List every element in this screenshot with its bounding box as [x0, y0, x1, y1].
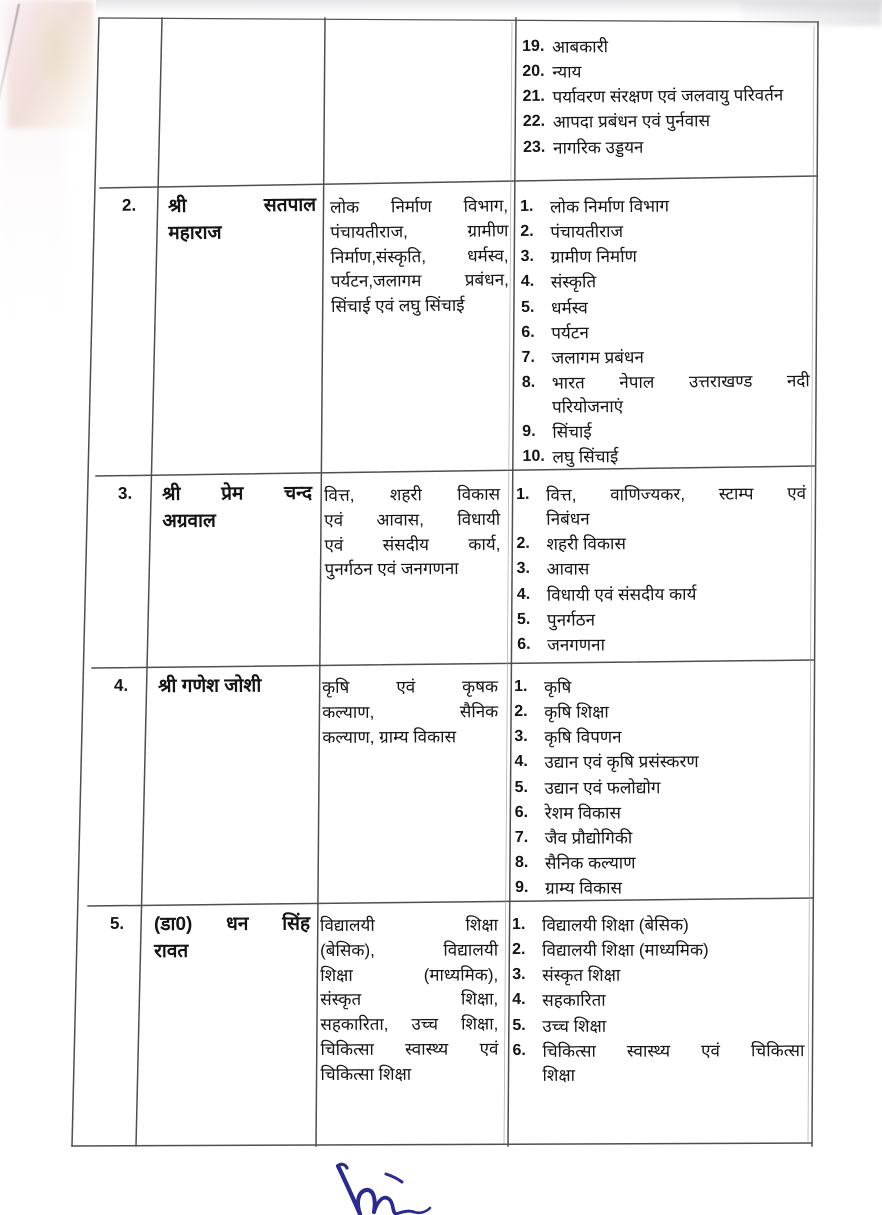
- minister-name-line: श्री सतपाल: [168, 194, 317, 217]
- list-item-text: आबकारी: [552, 37, 609, 57]
- scan-artifact-top-shadow: [96, 0, 882, 14]
- table-row-5-allotted-portfolios: [512, 913, 805, 1089]
- list-item-text: ग्रामीण निर्माण: [550, 247, 637, 267]
- serial-number: 2.: [121, 195, 137, 215]
- list-item-number: 1.: [516, 485, 530, 503]
- department-line: विद्यालयी शिक्षा: [320, 915, 499, 935]
- list-item-number: 5.: [520, 298, 535, 316]
- list-item-text: न्याय: [552, 62, 582, 82]
- list-item: [516, 531, 806, 557]
- department-line: चिकित्सा स्वास्थ्य एवं: [320, 1039, 499, 1060]
- list-item: [520, 243, 808, 270]
- department-line: पंचायतीराज, ग्रामीण: [330, 221, 509, 242]
- list-item: [512, 1039, 804, 1088]
- scan-artifact-smudge: [8, 0, 94, 128]
- scan-artifact-topright-shadow: [740, 0, 882, 26]
- department-line: कृषि एवं कृषक: [322, 677, 499, 697]
- list-item-text: जैव प्रौद्योगिकी: [544, 828, 633, 848]
- list-item-number: 7.: [521, 348, 535, 366]
- list-item: [512, 963, 804, 988]
- list-item: [522, 58, 814, 85]
- department-line: कल्याण, ग्राम्य विकास: [322, 726, 457, 747]
- list-item-text-line: भारत नेपाल उत्तराखण्ड नदी: [551, 371, 810, 393]
- minister-name-line: अग्रवाल: [162, 510, 216, 532]
- department-line: वित्त, शहरी विकास: [324, 484, 501, 505]
- list-item-text-line: चिकित्सा स्वास्थ्य एवं चिकित्सा: [542, 1040, 805, 1061]
- list-item-text-line: शिक्षा: [542, 1065, 576, 1085]
- continued-portfolio-list: [522, 33, 815, 161]
- table-row-5-minister-name: [154, 912, 310, 966]
- list-item: [522, 443, 810, 470]
- list-item-text: जनगणना: [547, 635, 605, 655]
- serial-number: 4.: [113, 675, 129, 695]
- table-row-3-allotted-portfolios: [516, 482, 807, 659]
- list-item: [512, 913, 804, 938]
- list-item-number: 2.: [516, 535, 530, 553]
- list-item: [522, 83, 814, 110]
- list-item-text: पंचायतीराज: [550, 222, 624, 242]
- list-item-number: 1.: [520, 197, 534, 215]
- minister-name-line: रावत: [154, 940, 189, 962]
- list-item: [521, 344, 809, 371]
- table-row-4-departments: [322, 675, 498, 750]
- department-line: कल्याण, सैनिक: [322, 701, 499, 722]
- list-item: [517, 581, 807, 607]
- list-item-number: 2.: [520, 222, 534, 241]
- list-item-text: विद्यालयी शिक्षा (माध्यमिक): [542, 940, 709, 961]
- department-line: लोक निर्माण विभाग,: [330, 196, 509, 217]
- department-line: पुनर्गठन एवं जनगणना: [324, 559, 459, 580]
- list-item-number: 3.: [520, 248, 535, 266]
- department-line: संस्कृत शिक्षा,: [320, 989, 499, 1010]
- table-row-2-departments: [330, 194, 509, 320]
- minister-name-line: श्री गणेश जोशी: [158, 675, 262, 697]
- list-item: [523, 134, 815, 161]
- department-line: सिंचाई एवं लघु सिंचाई: [330, 295, 465, 317]
- list-item-number: 1.: [514, 677, 528, 695]
- list-item-number: 6.: [512, 1041, 526, 1059]
- list-item: [515, 850, 805, 876]
- list-item-text: लघु सिंचाई: [552, 447, 619, 467]
- list-item: [516, 482, 806, 532]
- list-item-text: सहकारिता: [542, 991, 606, 1011]
- list-item-number: 3.: [514, 728, 528, 746]
- minister-name-line: (डा0) धन सिंह: [154, 913, 311, 935]
- list-item-text: पर्यावरण संरक्षण एवं जलवायु परिवर्तन: [552, 85, 784, 107]
- list-item-number: 20.: [522, 62, 545, 81]
- list-item-text-line: निबंधन: [546, 509, 590, 529]
- list-item-text: पुनर्गठन: [546, 610, 596, 630]
- list-item-number: 23.: [522, 138, 546, 156]
- list-item-text: कृषि शिक्षा: [544, 702, 609, 722]
- list-item-text: जलागम प्रबंधन: [551, 347, 644, 368]
- department-line: एवं संसदीय कार्य,: [324, 534, 501, 555]
- table-row-2-allotted-portfolios: [520, 193, 811, 471]
- table-row-3-departments: [324, 483, 501, 584]
- list-item: [520, 193, 808, 220]
- list-item-number: 3.: [516, 560, 531, 578]
- list-item-number: 4.: [516, 585, 531, 603]
- table-row-5-departments: [320, 913, 499, 1087]
- list-item-number: 6.: [521, 323, 535, 341]
- list-item-number: 10.: [522, 448, 545, 466]
- list-item: [515, 875, 805, 901]
- serial-number: 5.: [109, 913, 125, 933]
- list-item: [514, 674, 804, 700]
- list-item-number: 4.: [512, 991, 526, 1009]
- department-line: चिकित्सा शिक्षा: [320, 1064, 412, 1084]
- portfolio-list: [520, 193, 811, 470]
- list-item-text: शहरी विकास: [546, 534, 626, 555]
- table-row-3-minister-name: [162, 481, 312, 536]
- list-item-number: 4.: [514, 753, 528, 771]
- list-item-text: [542, 1039, 804, 1088]
- list-item-text: रेशम विकास: [544, 803, 621, 823]
- list-item: [523, 109, 815, 136]
- list-item: [514, 750, 804, 776]
- list-item-text: सैनिक कल्याण: [544, 853, 636, 873]
- list-item-text: विधायी एवं संसदीय कार्य: [546, 584, 697, 605]
- portfolio-list: [522, 33, 815, 160]
- table-row-4-allotted-portfolios: [514, 674, 805, 902]
- list-item-number: 2.: [514, 703, 528, 721]
- list-item-number: 22.: [522, 113, 546, 131]
- handwritten-signature: [330, 1152, 510, 1215]
- list-item-number: 6.: [517, 635, 531, 653]
- list-item-text: संस्कृत शिक्षा: [542, 965, 621, 986]
- list-item-number: 8.: [514, 853, 529, 871]
- list-item: [517, 556, 807, 582]
- list-item-number: 6.: [514, 803, 529, 821]
- list-item-text: धर्मस्व: [550, 297, 588, 318]
- department-line: पर्यटन,जलागम प्रबंधन,: [330, 270, 509, 292]
- list-item-text: [552, 369, 810, 420]
- portfolio-list: [516, 482, 807, 658]
- list-item-number: 9.: [522, 422, 536, 441]
- list-item: [515, 800, 805, 826]
- department-line: सहकारिता, उच्च शिक्षा,: [320, 1014, 499, 1035]
- list-item-text: उद्यान एवं फलोद्योग: [544, 777, 661, 798]
- list-item-number: 9.: [515, 878, 529, 896]
- list-item: [517, 632, 807, 658]
- list-item-text: पर्यटन: [551, 322, 589, 343]
- list-item: [517, 606, 807, 632]
- list-item: [514, 700, 804, 726]
- list-item-text: उच्च शिक्षा: [542, 1016, 607, 1036]
- list-item-text: ग्राम्य विकास: [545, 878, 623, 898]
- list-item: [512, 1014, 804, 1039]
- list-item-number: 2.: [512, 941, 526, 959]
- department-line: निर्माण,संस्कृति, धर्मस्व,: [330, 245, 509, 267]
- list-item: [514, 725, 804, 751]
- list-item: [512, 988, 804, 1013]
- list-item-text: [546, 482, 806, 532]
- minister-name-line: श्री प्रेम चन्द: [162, 482, 313, 505]
- list-item-number: 21.: [522, 88, 545, 106]
- list-item-number: 5.: [516, 610, 531, 628]
- list-item-text: नागरिक उड्डयन: [552, 137, 644, 158]
- list-item: [522, 33, 814, 60]
- list-item: [522, 418, 810, 445]
- list-item: [515, 775, 805, 801]
- list-item-text-line: वित्त, वाणिज्यकर, स्टाम्प एवं: [546, 483, 807, 505]
- list-item-text: संस्कृति: [550, 272, 597, 293]
- list-item: [522, 369, 810, 420]
- list-item-text-line: परियोजनाएं: [551, 397, 624, 417]
- list-item-number: 8.: [521, 373, 536, 391]
- table-row-4-minister-name: [158, 673, 310, 701]
- scan-artifact-page-edge: [0, 4, 20, 120]
- list-item-number: 3.: [512, 966, 526, 984]
- list-item: [520, 218, 808, 245]
- list-item: [521, 269, 809, 296]
- list-item: [521, 319, 809, 346]
- list-item: [521, 294, 809, 321]
- list-item: [512, 938, 804, 963]
- list-item-text: उद्यान एवं कृषि प्रसंस्करण: [544, 752, 699, 773]
- list-item-number: 5.: [514, 778, 528, 796]
- list-item-number: 19.: [522, 37, 545, 55]
- list-item-number: 7.: [514, 828, 529, 846]
- department-line: एवं आवास, विधायी: [324, 509, 501, 530]
- list-item: [515, 825, 805, 851]
- list-item-text: सिंचाई: [552, 422, 592, 442]
- scan-artifact-smudge-inner: [30, 8, 80, 103]
- serial-number: 3.: [117, 483, 133, 503]
- table-row-2-minister-name: [168, 193, 317, 248]
- table-row-3-serial: [96, 484, 154, 504]
- department-line: शिक्षा (माध्यमिक),: [320, 965, 499, 985]
- table-row-4-serial: [92, 676, 150, 696]
- list-item-text: कृषि विपणन: [544, 727, 622, 748]
- table-row-5-serial: [88, 914, 146, 934]
- list-item-text: लोक निर्माण विभाग: [550, 196, 670, 217]
- portfolio-list: [514, 674, 805, 901]
- list-item-text: कृषि: [544, 677, 572, 697]
- list-item-number: 5.: [512, 1016, 526, 1034]
- list-item-number: 1.: [512, 915, 526, 933]
- list-item-number: 4.: [520, 273, 535, 291]
- department-line: (बेसिक), विद्यालयी: [320, 940, 499, 960]
- list-item-text: विद्यालयी शिक्षा (बेसिक): [542, 915, 689, 935]
- list-item-text: आपदा प्रबंधन एवं पुर्नवास: [552, 111, 711, 133]
- table-row-2-serial: [100, 195, 158, 216]
- list-item-text: आवास: [546, 559, 590, 580]
- minister-name-line: महाराज: [168, 222, 222, 244]
- portfolio-list: [512, 913, 805, 1088]
- scan-artifact-left-tint: [0, 0, 66, 330]
